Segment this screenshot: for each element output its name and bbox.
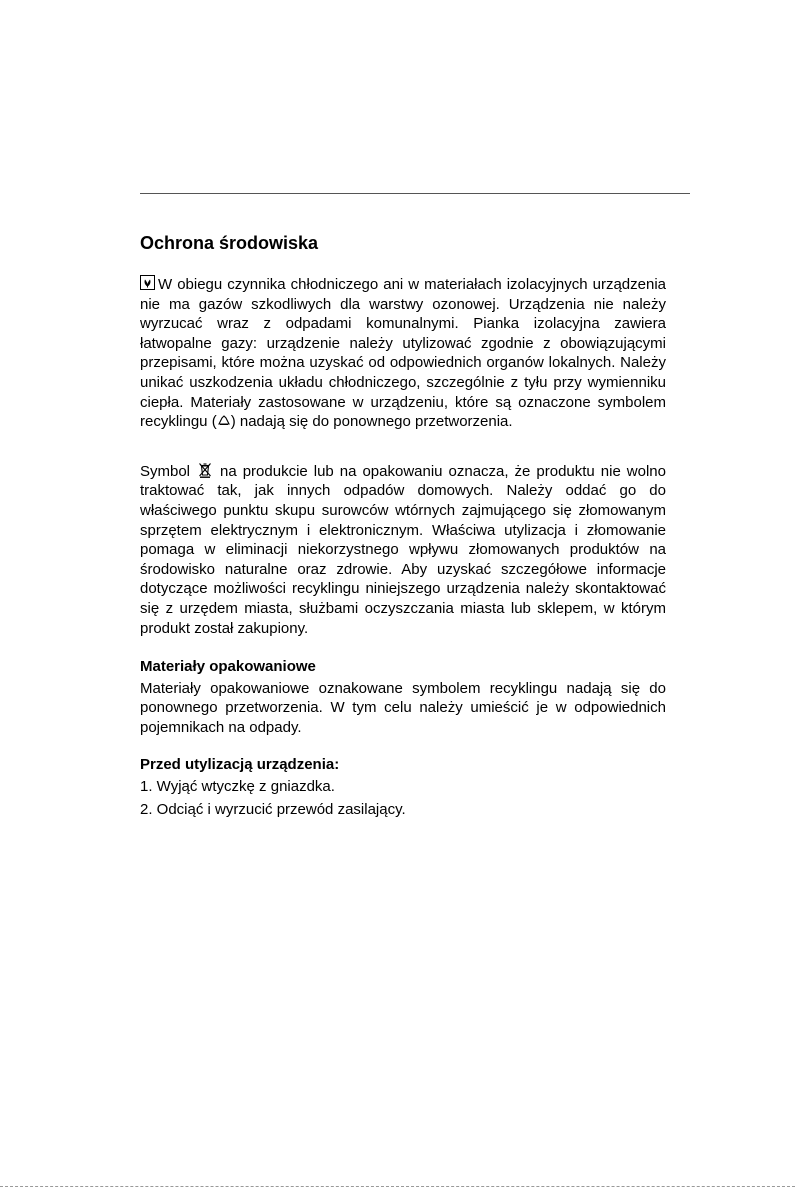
crossed-bin-icon xyxy=(198,462,212,478)
weee-text-b: na produkcie lub na opakowaniu oznacza, że produktu nie wolno traktować tak, jak innych odpadów domowych. Należy oddać go do właściwego punktu skupu surowców wtórnych zajmującego się złomowanym sprzętem elektrycznym i elektronicznym. Właściwa utylizacja i złomowanie pomaga w eliminacji niekorzystnego wpływu złomowanych produktów na środowisko naturalne oraz zdrowie. Aby uzyskać szczegółowe informacje dotyczące możliwości recyklingu niniejszego urządzenia należy skontaktować się z urzędem miasta, służbami oczyszczania miasta lub sklepem, w którym produkt został zakupiony. xyxy=(140,462,666,637)
environment-text-b: ) nadają się do ponownego przetworzenia. xyxy=(230,413,513,431)
recycle-icon xyxy=(217,412,231,423)
disposal-heading: Przed utylizacją urządzenia: xyxy=(140,756,340,774)
disposal-step: 1. Wyjąć wtyczkę z gniazdka. xyxy=(140,778,335,796)
disposal-step: 2. Odciąć i wyrzucić przewód zasilający. xyxy=(140,800,406,818)
weee-paragraph xyxy=(140,462,666,638)
packaging-paragraph: Materiały opakowaniowe oznakowane symbolem recyklingu nadają się do ponownego przetworzenia. W tym celu należy umieścić je w odpowiednich pojemnikach na odpady. xyxy=(140,679,666,736)
page-content xyxy=(140,232,666,822)
eco-icon xyxy=(140,275,155,290)
packaging-heading: Materiały opakowaniowe xyxy=(140,658,316,676)
bottom-edge xyxy=(0,1186,795,1187)
top-divider xyxy=(140,193,690,194)
weee-text-a: Symbol xyxy=(140,462,191,480)
environment-text-a: W obiegu czynnika chłodniczego ani w materiałach izolacyjnych urządzenia nie ma gazów szkodliwych dla warstwy ozonowej. Urządzenia nie należy wyrzucać wraz z odpadami komunalnymi. Pianka izolacyjna zawiera łatwopalne gazy: urządzenie należy utylizować zgodnie z obowiązującymi przepisami, które można uzyskać od odpowiednich organów lokalnych. Należy unikać uszkodzenia układu chłodniczego, szczególnie z tyłu przy wymienniku ciepła. Materiały zastosowane w urządzeniu, które są oznaczone symbolem recyklingu ( xyxy=(140,276,666,431)
section-title: Ochrona środowiska xyxy=(140,233,319,253)
disposal-steps xyxy=(140,777,666,819)
environment-paragraph xyxy=(140,275,666,432)
